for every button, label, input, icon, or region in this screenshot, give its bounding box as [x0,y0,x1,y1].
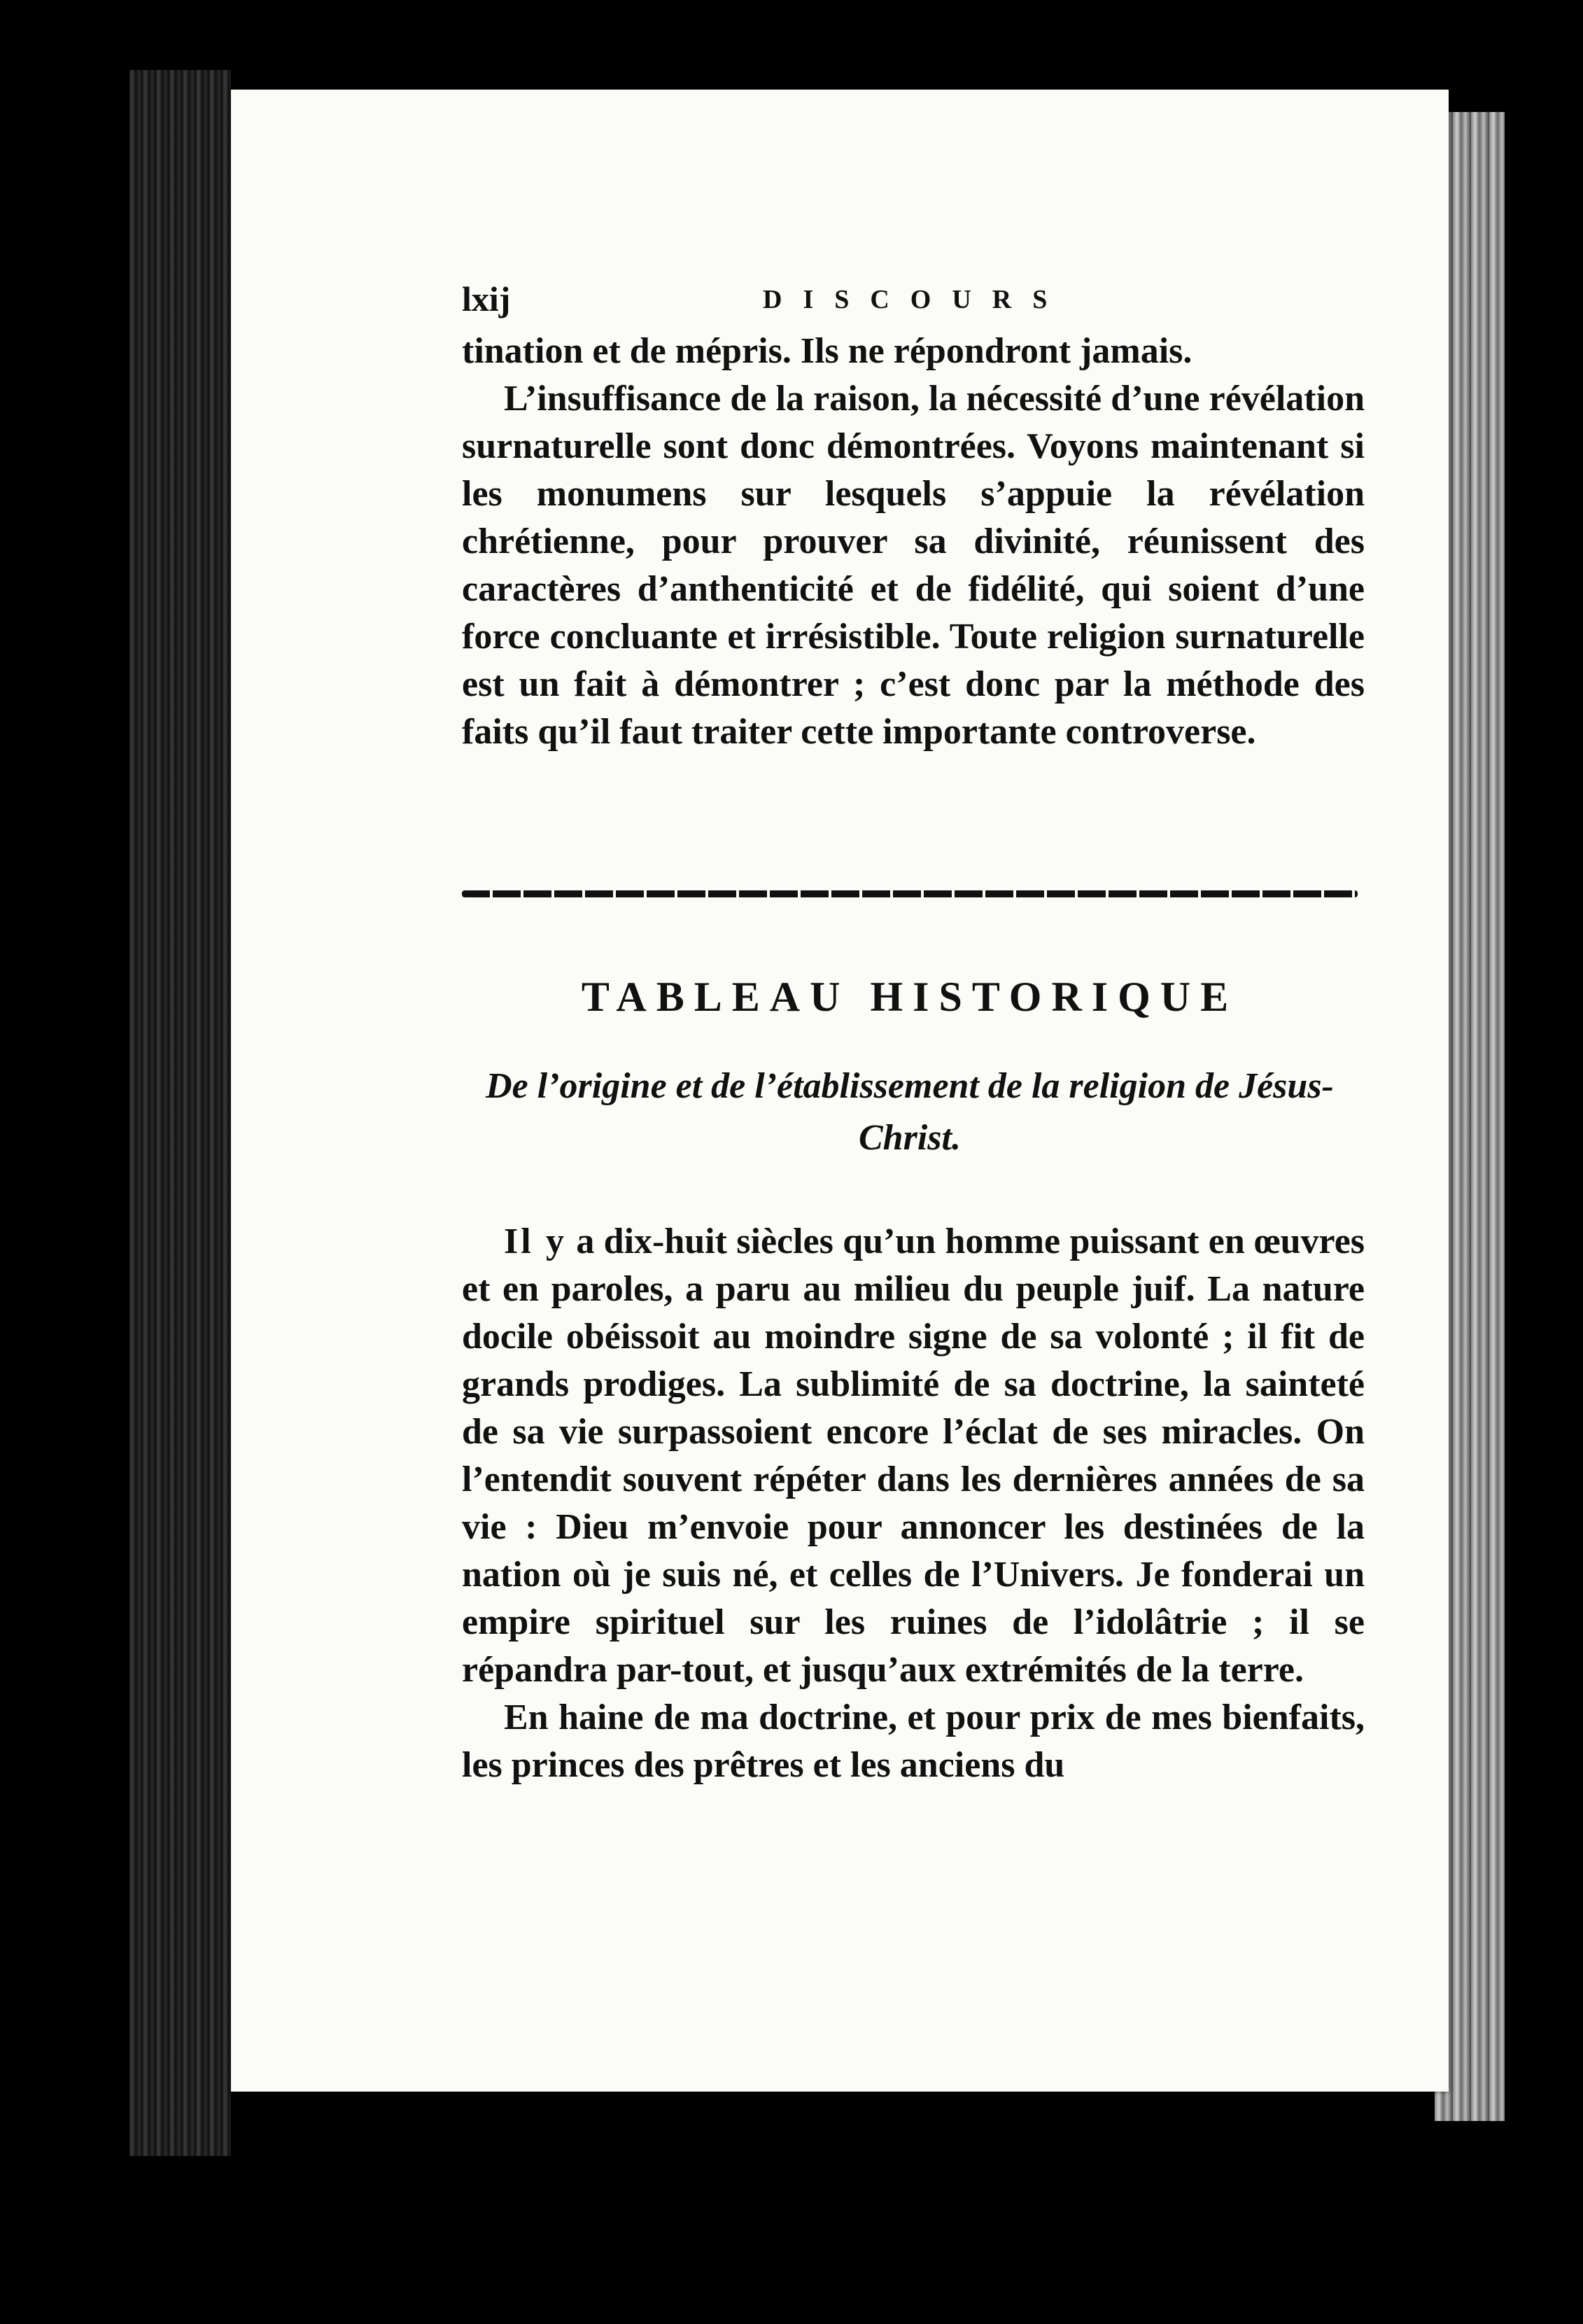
paragraph-body: a dix-huit siècles qu’un homme puissant en œuvres et en paroles, a paru au milieu du peuple juif. La nature docile obéissoit au moindre signe de sa volonté ; il fit de grands prodiges. La sublimité de sa doctrine, la sainteté de sa vie surpassoient encore l’éclat de ses miracles. On l’entendit souvent répéter dans les dernières années de sa vie : Dieu m’envoie pour annoncer les destinées de la nation où je suis né, et celles de l’Univers. Je fonderai un empire spirituel sur les ruines de l’idolâtrie ; il se répandra par-tout, et jusqu’aux extrémités de la terre. [462,1222,1365,1690]
paragraph-continuation: tination et de mépris. Ils ne répondront jamais. [462,331,1192,371]
book-spine [129,70,231,2156]
running-head: DISCOURS [763,285,1069,314]
paragraph-lead-words: Il y [504,1222,568,1261]
page-header [462,279,1407,335]
section-divider-rule [462,890,1358,897]
section-subtitle: De l’origine et de l’établissement de la religion de Jésus-Christ. [486,1066,1334,1158]
paragraph-dix-huit-siecles [462,1218,1365,1694]
paragraph-insuffisance: L’insuffisance de la raison, la nécessité d’une révélation surnaturelle sont donc démontrées. Voyons maintenant si les monumens sur lesquels s’appuie la révélation chrétienne, pour prouver sa divinité, réunissent des caractères d’anthenticité et de fidélité, qui soient d’une force concluante et irrésistible. Toute religion surnaturelle est un fait à démontrer ; c’est donc par la méthode des faits qu’il faut traiter cette importante controverse. [462,379,1365,752]
text-block-bottom [462,1218,1365,1789]
text-block-top [462,328,1365,756]
section-title: TABLEAU HISTORIQUE [581,974,1239,1020]
page-number: lxij [462,279,511,318]
paragraph-en-haine: En haine de ma doctrine, et pour prix de mes bienfaits, les princes des prêtres et les anciens du [462,1698,1365,1785]
